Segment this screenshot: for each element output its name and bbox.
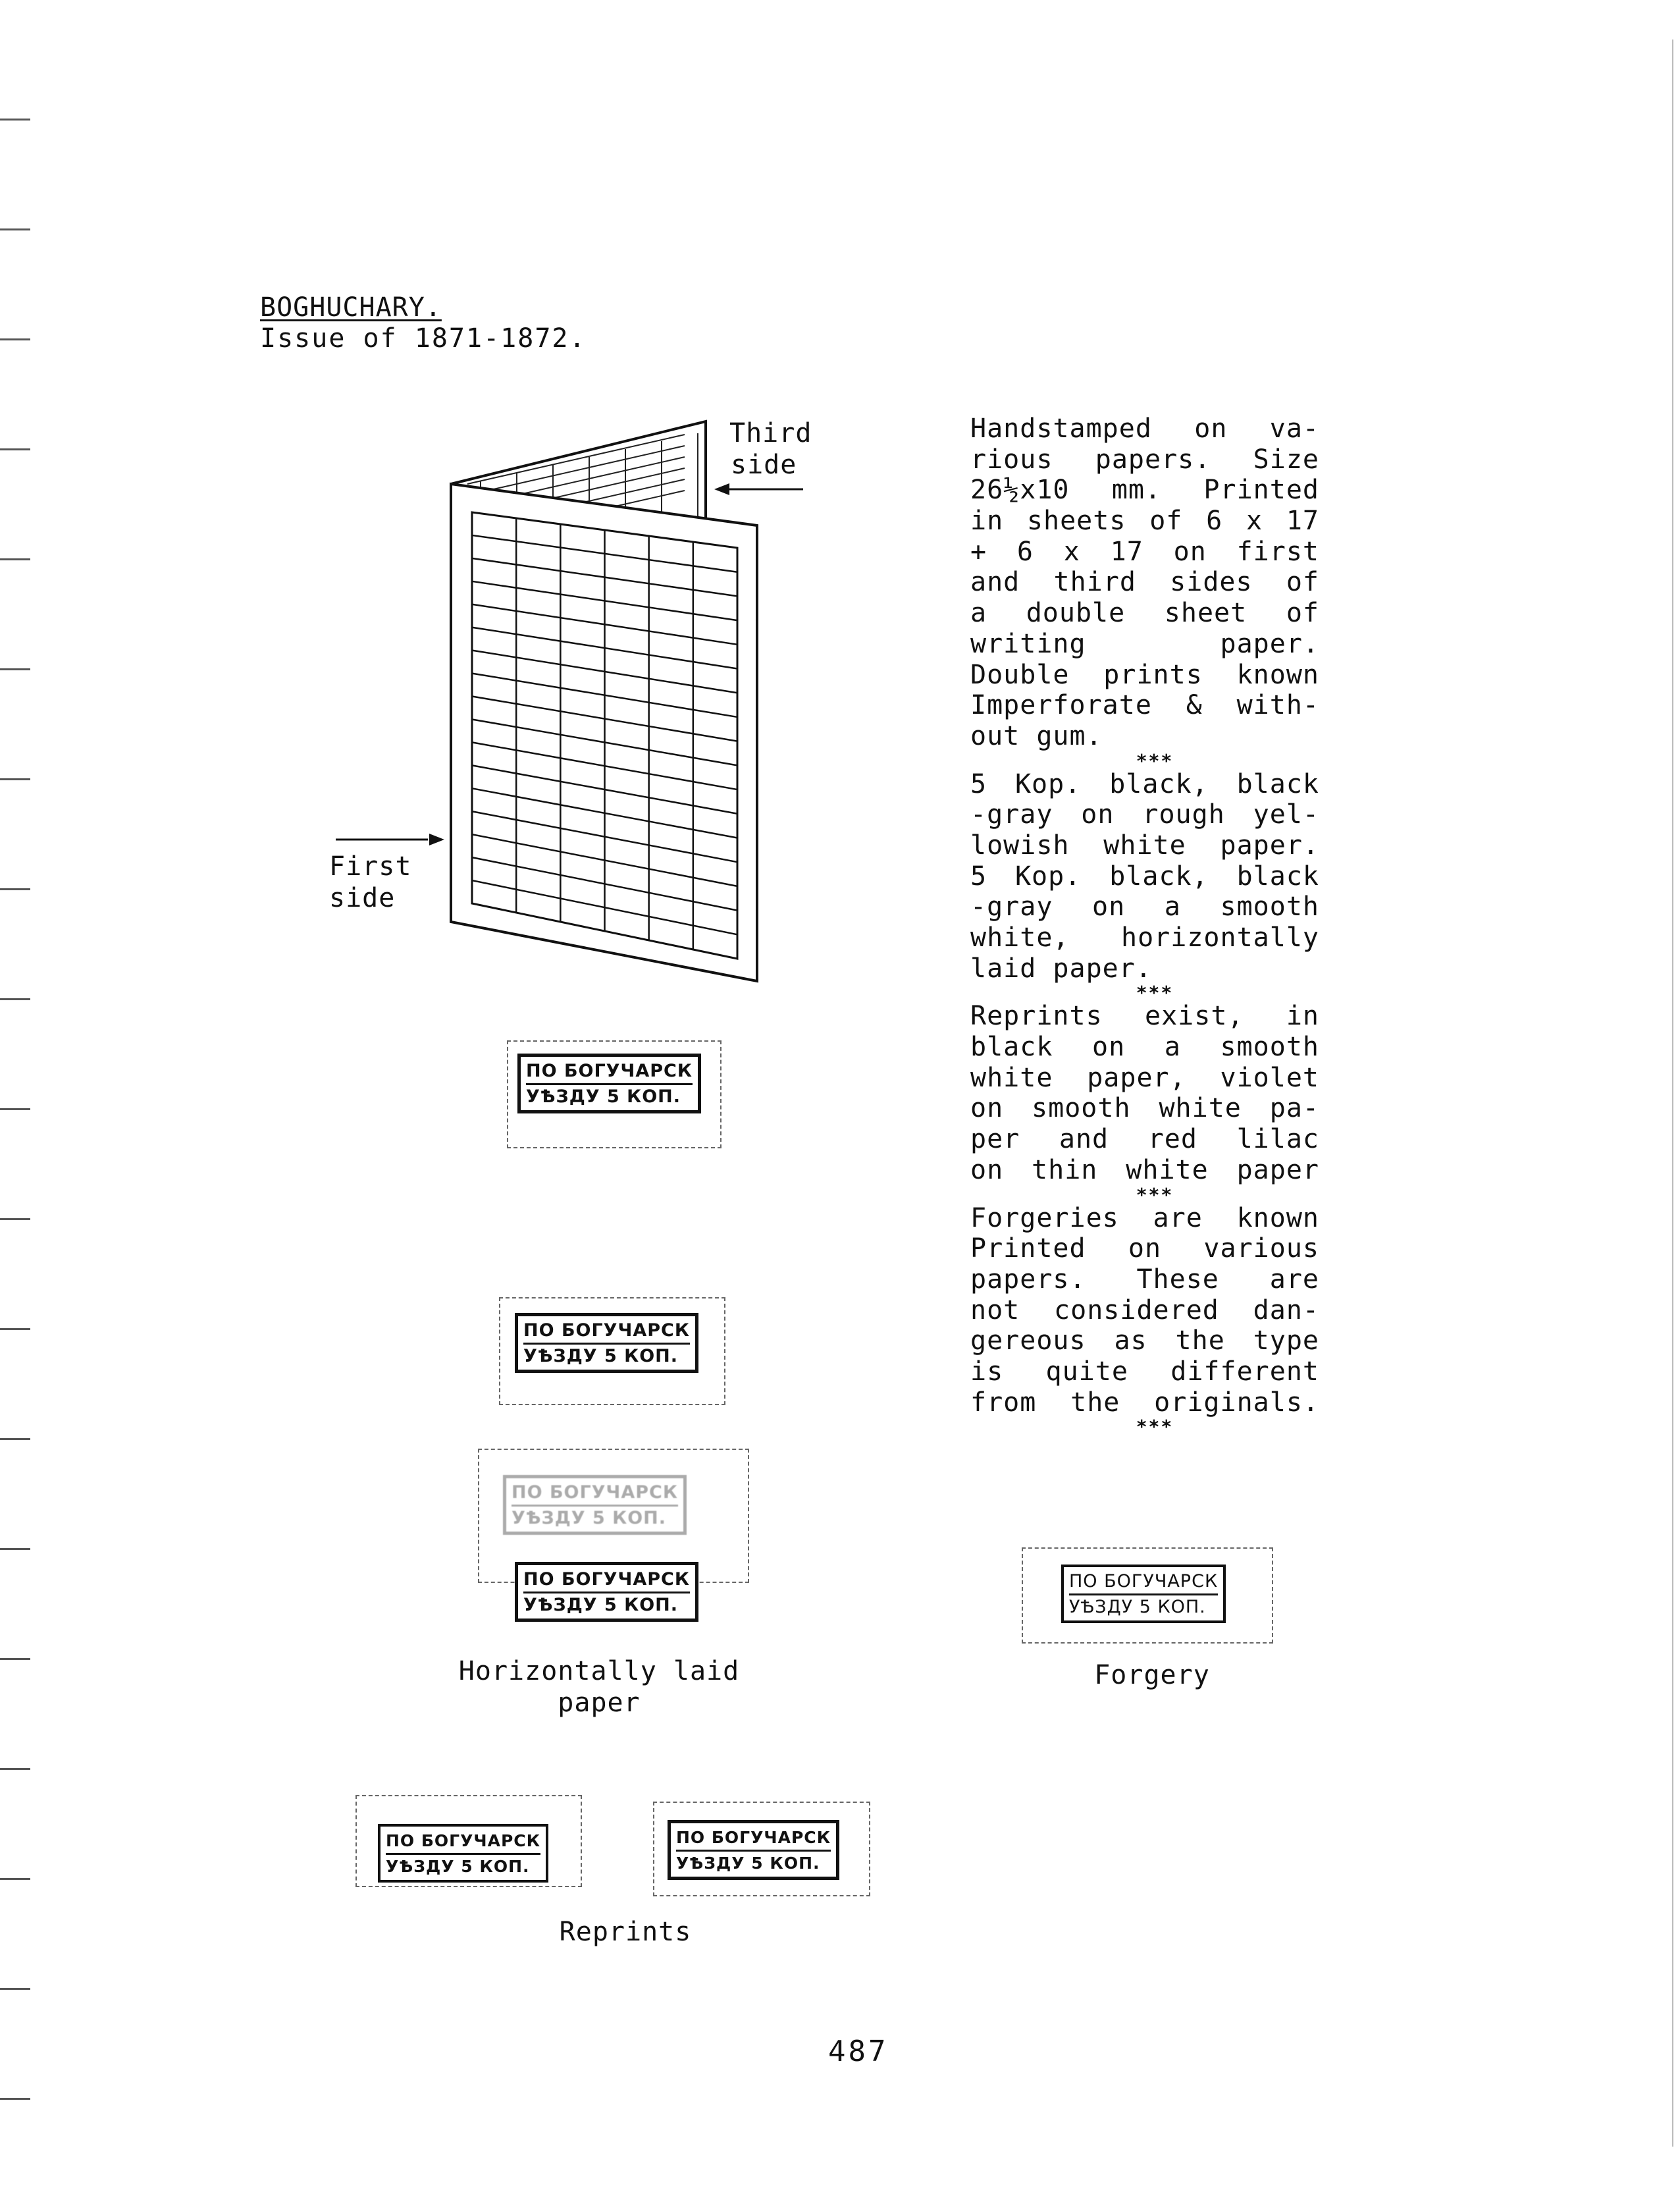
description-line: Double prints known [970,659,1319,690]
stamp-image-faded [503,1475,687,1535]
stamp-text-line: УѢЗДУ 5 КОП. [386,1853,540,1877]
description-line: a double sheet of [970,598,1319,629]
binding-hole-mark [0,2098,30,2100]
stamp-image [515,1313,698,1373]
binding-hole-mark [0,119,30,120]
stamp-text-line: ПО БОГУЧАРСК [512,1482,678,1503]
description-line: 5 Kop. black, black [970,768,1319,799]
binding-hole-mark [0,1218,30,1220]
stamp-text-line: УѢЗДУ 5 КОП. [523,1592,690,1616]
description-line: gereous as the type [970,1325,1319,1356]
stamp-text-line: ПО БОГУЧАРСК [1069,1571,1219,1592]
description-line: Reprints exist, in [970,1001,1319,1032]
stamp-reprint-image [378,1824,548,1883]
stamp-image [515,1562,698,1622]
description-paragraph-colors [970,769,1319,984]
description-line: 26½x10 mm. Printed [970,475,1319,506]
first-side-label [329,851,411,914]
stamp-forgery-image [1061,1565,1226,1623]
description-line: per and red lilac [970,1124,1319,1155]
separator-stars: *** [1136,749,1174,772]
issue-subtitle: Issue of 1871-1872. [260,323,587,354]
description-line: laid paper. [970,953,1152,984]
description-line: white paper, violet [970,1062,1319,1093]
description-line: 5 Kop. black, black [970,861,1319,892]
description-line: rious papers. Size [970,444,1319,475]
first-side-label-line: First [329,851,412,882]
description-line: on smooth white pa- [970,1093,1319,1124]
arrow-head [714,483,729,495]
stamp-image [517,1054,701,1113]
description-line: Imperforate & with- [970,690,1319,721]
stamp-reprint-image [668,1820,839,1880]
stamp-text-line: ПО БОГУЧАРСК [386,1831,541,1850]
description-line: out gum. [970,720,1103,751]
separator-stars: *** [1136,982,1174,1004]
first-side-label-line: side [329,883,396,913]
stamp-text-line: ПО БОГУЧАРСК [526,1061,693,1081]
binding-hole-mark [0,1108,30,1110]
caption-line: Horizontally laid [458,1656,740,1686]
section-title: BOGHUCHARY. [260,292,442,323]
binding-hole-mark [0,668,30,670]
binding-hole-mark [0,1768,30,1770]
third-side-label [729,417,812,481]
binding-hole-mark [0,338,30,340]
description-paragraph-forgeries [970,1203,1319,1418]
description-line: is quite different [970,1356,1319,1387]
binding-hole-mark [0,1988,30,1990]
description-line: -gray on a smooth [970,892,1319,923]
binding-hole-mark [0,1328,30,1330]
page-edge-shadow [1672,40,1673,2147]
stamp-text-line: ПО БОГУЧАРСК [523,1569,690,1590]
binding-hole-mark [0,1878,30,1880]
description-line: from the originals. [970,1387,1319,1418]
description-line: not considered dan- [970,1295,1319,1325]
binding-hole-mark [0,888,30,890]
first-side-sheet [451,484,757,981]
description-line: black on a smooth [970,1032,1319,1063]
description-paragraph-reprints [970,1001,1319,1185]
description-line: + 6 x 17 on first [970,536,1319,567]
stamp-text-line: ПО БОГУЧАРСК [676,1828,831,1847]
third-side-label-line: Third [729,418,812,448]
description-line: writing paper. [970,628,1319,659]
caption-reprints: Reprints [559,1917,692,1947]
caption-laid-paper [421,1655,777,1719]
stamp-text-line: ПО БОГУЧАРСК [523,1320,690,1341]
binding-hole-mark [0,778,30,780]
description-line: in sheets of 6 x 17 [970,506,1319,537]
binding-hole-mark [0,558,30,560]
caption-line: paper [558,1688,641,1718]
third-side-label-line: side [731,450,797,480]
description-line: white, horizontally [970,923,1319,953]
stamp-text-line: УѢЗДУ 5 КОП. [512,1505,678,1529]
binding-hole-mark [0,1548,30,1550]
caption-forgery: Forgery [1094,1660,1210,1690]
binding-hole-mark [0,998,30,1000]
arrow-head [429,834,444,845]
description-line: Forgeries are known [970,1202,1319,1233]
description-line: on thin white paper [970,1154,1319,1185]
stamp-text-line: УѢЗДУ 5 КОП. [523,1343,690,1367]
binding-hole-mark [0,1658,30,1660]
binding-hole-mark [0,448,30,450]
description-line: -gray on rough yel- [970,799,1319,830]
binding-hole-mark [0,228,30,230]
separator-stars: *** [1136,1416,1174,1438]
description-line: Handstamped on va- [970,414,1319,444]
separator-stars: *** [1136,1183,1174,1206]
description-line: Printed on various [970,1233,1319,1264]
description-line: papers. These are [970,1264,1319,1295]
stamp-text-line: УѢЗДУ 5 КОП. [1069,1593,1218,1618]
stamp-text-line: УѢЗДУ 5 КОП. [526,1083,693,1108]
description-paragraph-printing [970,414,1319,752]
binding-hole-mark [0,1438,30,1440]
description-column [970,414,1319,1438]
description-line: lowish white paper. [970,830,1319,861]
page-number: 487 [828,2035,889,2068]
description-line: and third sides of [970,567,1319,598]
stamp-text-line: УѢЗДУ 5 КОП. [676,1850,831,1874]
